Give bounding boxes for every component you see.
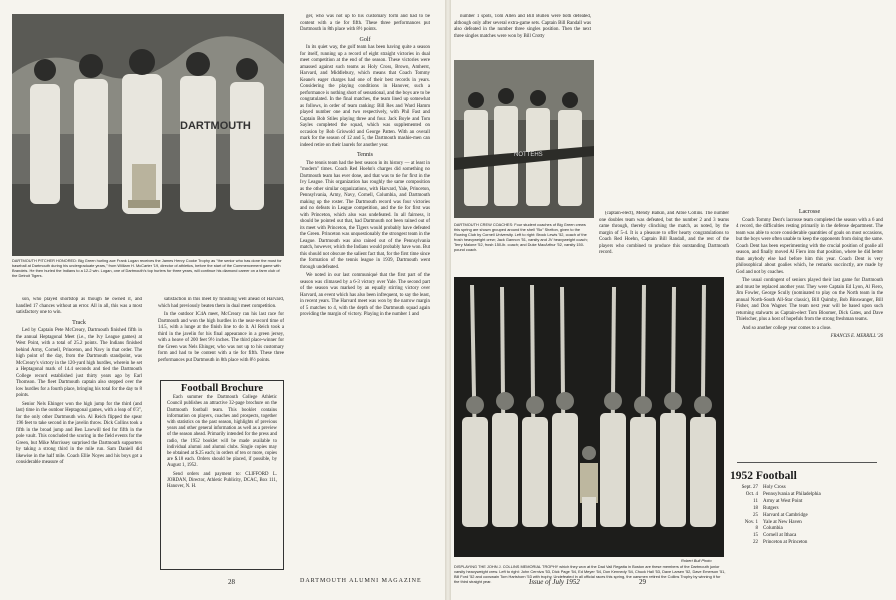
golf-paragraph: In its quiet way, the golf team has been having quite a season for itself, running up a record of eight straight victories in dual meet competition at the end of the season. These victories were amassed against such teams as Holy Cross, Brown, Amherst, Harvard, and Middlebury, which means that Coach Tommy Keane's eager charges had one of their best records in years. Considering the playing conditions in Hanover, such a performance is nothing short of sensational, and the boys are to be congratulated. In the final matches, the team lined up somewhat as follows, in order of team ranking: Bill Res and Ward Hamm played number one and two respectively, with Phil Fast and Captain Bob Stiles playing three and four. Jack Boyle and Tom Sayles completed the squad, which was supplemented on occasion by Bob Griswold and George Patten. With an overall mark for the season of 12 and 5, the Dartmouth mashie-men can indeed retire on their laurels for another year. <box>300 45 430 148</box>
game-opponent: Cornell at Ithaca <box>763 533 797 539</box>
right-column-1-intro <box>454 14 591 56</box>
game-date: 18 <box>753 505 758 511</box>
tennis-heading: Tennis <box>357 152 373 158</box>
golf-intro-paragraph: ger, who was not up to his customary form and had to be content with a tie for fifth. These three performances put Dartmouth in 8th place with 8½ points. <box>300 14 430 32</box>
schedule-row <box>730 485 880 492</box>
track-heading: Track <box>72 319 86 326</box>
schedule-row <box>730 526 880 533</box>
game-date: Nov. 1 <box>744 519 758 525</box>
schedule-row <box>730 540 880 547</box>
lacrosse-paragraph-3: And so another college year comes to a close. <box>742 325 832 331</box>
right-column-2 <box>599 211 729 269</box>
pitcher-trophy-photo <box>12 14 284 256</box>
game-date: Oct. 4 <box>745 491 758 497</box>
left-page <box>0 0 445 600</box>
game-opponent: Holy Cross <box>763 485 786 490</box>
left-column-3 <box>300 14 430 572</box>
schedule-row <box>730 533 880 540</box>
tennis-conclusion-paragraph: (captain-elect), Mendy Balkin, and Albie Collins. The number one doubles team was defeated, but the number 2 and 3 teams came through, thereby clinching the match, as noted, by the margin of 5-4. It is a pleasure to offer hearty congratulations to Coach Red Hoehn, Captain Bill Randall, and the rest of the players who combined to produce this outstanding Dartmouth record. <box>599 211 729 255</box>
game-date: 22 <box>753 540 758 546</box>
schedule-row <box>730 506 880 513</box>
schedule-row <box>730 520 880 527</box>
left-column-2 <box>158 297 284 369</box>
football-schedule-title: 1952 Football <box>730 470 797 482</box>
football-schedule <box>730 470 880 547</box>
crew-trophy-photo <box>454 277 724 557</box>
left-page-number: 28 <box>228 578 235 586</box>
game-date: 25 <box>753 512 758 518</box>
pitcher-photo-caption: DARTMOUTH PITCHER HONORED: Big Green hurling ace Frank Logan receives the James Henry Cooke Trophy as "the senior who has done the most for baseball at Dartmouth during his undergraduate years," from William H. McCarter '19, director of athletics, before the start of the Commencement game with Brandeis. He then hurled the Indians to a 12-2 win. Logan, one of Dartmouth's top hurlers for three years, will continue his diamond career on a farm club of the Detroit Tigers. <box>12 258 282 278</box>
schedule-row <box>730 499 880 506</box>
tennis-continued-paragraph: number 1 spots, Tom Allen and Bill Bullen were both defeated, although only after several extra-game sets. Captain Bill Randall was also defeated in the number three singles position. Then the next three singles matches were won by Bill Crotty <box>454 14 591 39</box>
magazine-name: DARTMOUTH ALUMNI MAGAZINE <box>300 578 422 584</box>
brochure-paragraph-1: Each summer the Dartmouth College Athletic Council publishes an attractive 32-page brochure on the Dartmouth football team. This booklet contains information on players, coaches and prospects, together with statistics on the past season, highlights of previous years and other general information as well as a preview of the season ahead. Primarily intended for the press and radio, the 1952 booklet will be made available to individual alumni and alumni clubs. Single copies may be obtained at $.25 each; in orders of ten or more, copies are $.18 each. Orders should be placed, if possible, by August 1, 1952. <box>167 395 277 469</box>
crew-trophy-photo-credit: Robert Bull Photo <box>681 558 712 563</box>
game-date: 8 <box>755 526 758 532</box>
track-paragraph-2: Senior Nels Ehinger won the high jump for the third (and last) time in the outdoor Heptagonal games, with a leap of 6'3", for the only other Dartmouth win. Al Reich flipped the spear 196 feet to take second in the javelin throw. Dick Collins took a fifth in the broad jump and Ben Lawwill tied for fifth in the pole vault. This concluded the scoring in the field events for the Green, but Mike Morrissey surprised the Dartmouth supporters by taking a strong third in the mile run. Sam Daniell did likewise in the half mile. Coach Ellie Noyes and his boys got a considerable measure of <box>16 401 142 465</box>
game-opponent: Rutgers <box>763 505 779 511</box>
brochure-title: Football Brochure <box>180 383 264 394</box>
game-date: 11 <box>753 498 758 504</box>
golf-heading: Golf <box>359 36 371 43</box>
lacrosse-heading: Lacrosse <box>798 209 821 215</box>
game-opponent: Yale at New Haven <box>763 519 802 525</box>
tennis-paragraph-1: The tennis team had the best season in its history — at least in "modern" times. Coach Red Hoehn's charges did something no Dartmouth team has ever done, and that was to tie for first in the Ivy League. This organization has roughly the same composition as the other similar organizations, with Harvard, Yale, Princeton, Pennsylvania, Army, Navy, Cornell, Columbia, and Dartmouth making up the roster. The Dartmouth record was four victories and no defeats in League competition, and the tie for first was with Princeton, which also was undefeated. In all fairness, it should be pointed out that, had Dartmouth not been rained out of its meet with Princeton, the Tigers would probably have defeated the Green. Princeton was unquestionably the strongest team in the League. Dartmouth was also rained out of the Pennsylvania match, however, which the Indians would probably have won. But this should not obscure the salient fact that, for the first time since the formation of the tennis league in 1939, Dartmouth went through undefeated. <box>300 160 430 270</box>
game-opponent: Pennsylvania at Philadelphia <box>763 491 821 497</box>
lacrosse-paragraph-2: The usual contingent of seniors played their last game for Dartmouth and must be replaced another year. They were Captain Ed Lyon, Al Fiero, Jim Fowler, George Scully (nominated to play on the North team in the annual North-South All-Star classic), Bill Quimby, Bob Binswanger, Bill Fisher, and Don Wagner. The team next year will be based upon such returning stalwarts as Captain-elect Tom Bloomer, Dick Gates, and Dave Thielscher, plus a host of hopefuls from the strong freshman teams. <box>736 278 883 322</box>
game-opponent: Harvard at Cambridge <box>763 512 808 518</box>
track-intro-paragraph: son, who played shortstop as though he owned it, and handled 17 chances without an error. All in all, this was a most satisfactory one to win. <box>16 297 142 315</box>
svg-text:DARTMOUTH: DARTMOUTH <box>180 120 251 132</box>
game-opponent: Columbia <box>763 526 783 532</box>
right-page-number: 29 <box>639 578 646 586</box>
tennis-paragraph-2: We noted in our last communiqué that the first part of the season was climaxed by a 6-3 victory over Yale. The second part of the season was marked by an equally stirring victory over Harvard, an event which has also been infrequent, to say the least, in recent years. The Harvard meet was won by the narrow margin of 5 matches to 4, with the depth of the Dartmouth squad again providing the margin of victory. Playing in the number 1 and <box>300 273 430 317</box>
schedule-row <box>730 492 880 499</box>
crew-coaches-photo <box>454 60 594 218</box>
game-date: Sept. 27 <box>741 485 758 490</box>
crew-coaches-caption: DARTMOUTH CREW COACHES: Four student coaches of Big Green crews this spring are shown grouped around the shell "Bo" Shelton, given to the Rowing Club by Cornell University. Left to right: Brock Lewis '52, coach of the frosh heavyweight crew; Jack Gannon '51, varsity and JV heavyweight coach; Terry Malone '52, frosh 150-lb. coach; and Duke MacArthur '52, varsity 150-pound coach. <box>454 222 588 252</box>
schedule-divider <box>737 462 877 463</box>
lacrosse-paragraph-1: Coach Tommy Dent's lacrosse team completed the season with a 6 and 4 record, the difficulties resting primarily in the defense department. The team was able to score considerable quantities of goals on most occasions, but the boys were often unable to keep the opponents from doing the same. Coach Dent has been experimenting with the crucial position of goalie all season, and finally moved Al Fiero into that position, where he did better than anybody else had before him this year. Coach Dent is very philosophical about goalies which, he remarks succinctly, are made by God and not by coaches. <box>736 217 883 275</box>
track-paragraph-1: Led by Captain Pete McCreary, Dartmouth finished fifth in the annual Heptagonal Meet (i.e., the Ivy League games) at West Point, with a total of 25.2 points. The Indians finished behind Army, Cornell, Princeton, and Navy in that order. The high point of the day, from the Dartmouth standpoint, was McCreary's victory in the 120-yard high hurdles, wherein he set a Heptagonal mark of 14.4 seconds and tied the Dartmouth College record established just thirty years ago by Earl Thomson. The fleet Dartmouth captain also stepped over the low hurdles for a fourth place, bringing his total for the day to 8 points. <box>16 328 142 398</box>
schedule-row <box>730 513 880 520</box>
lacrosse-column <box>736 206 883 462</box>
football-brochure-box <box>160 380 284 570</box>
crew-trophy-caption: DISPLAYING THE JOHN J. COLLINS MEMORIAL TROPHY which they won at the Dad Vail Regatta in Boston are these members of the Dartmouth junior varsity heavyweight crew. Left to right: John Cerniva '53, Dick Page '54, Ed Meyer '54, Don Kennedy '54, Chuck Hall '53, Dave Larsen '52, Dave Emerson '51, Bill Ford '52 and coxswain Tom Hartshorn '53 with trophy. Undefeated in all official races this spring, the oarsmen retired the Collins Trophy by winning it for the third straight year. <box>454 564 726 584</box>
track-continued-paragraph-1: satisfaction in this meet by finishing well ahead of Harvard, which had previously beaten them in dual meet competition. <box>158 297 284 309</box>
brochure-paragraph-2: Send orders and payment to: CLIFFORD L. JORDAN, Director, Athletic Publicity, DCAC, Box 111, Hanover, N. H. <box>167 471 277 490</box>
game-opponent: Army at West Point <box>763 498 803 504</box>
track-continued-paragraph-2: In the outdoor IC4A meet, McCreary ran his last race for Dartmouth and won the high hurdles in the near-record time of 14.5, with a lunge at the finish line to do it. Al Reich took a third in the javelin for his final appearance in a green jersey, with a heave of 200 feet 9½ inches. The third place-winner for the Green was Nels Ehinger, who was not up to his customary form and had to be content with a tie for fifth. These three performances put Dartmouth in 8th place with 8½ points. <box>158 312 284 363</box>
game-opponent: Princeton at Princeton <box>763 540 808 546</box>
svg-text:NOTTEHS: NOTTEHS <box>514 152 543 158</box>
left-column-1 <box>16 297 142 572</box>
author-signature: FRANCIS E. MERRILL '26 <box>830 334 883 339</box>
game-date: 15 <box>753 533 758 539</box>
issue-label: Issue of July 1952 <box>529 578 580 586</box>
